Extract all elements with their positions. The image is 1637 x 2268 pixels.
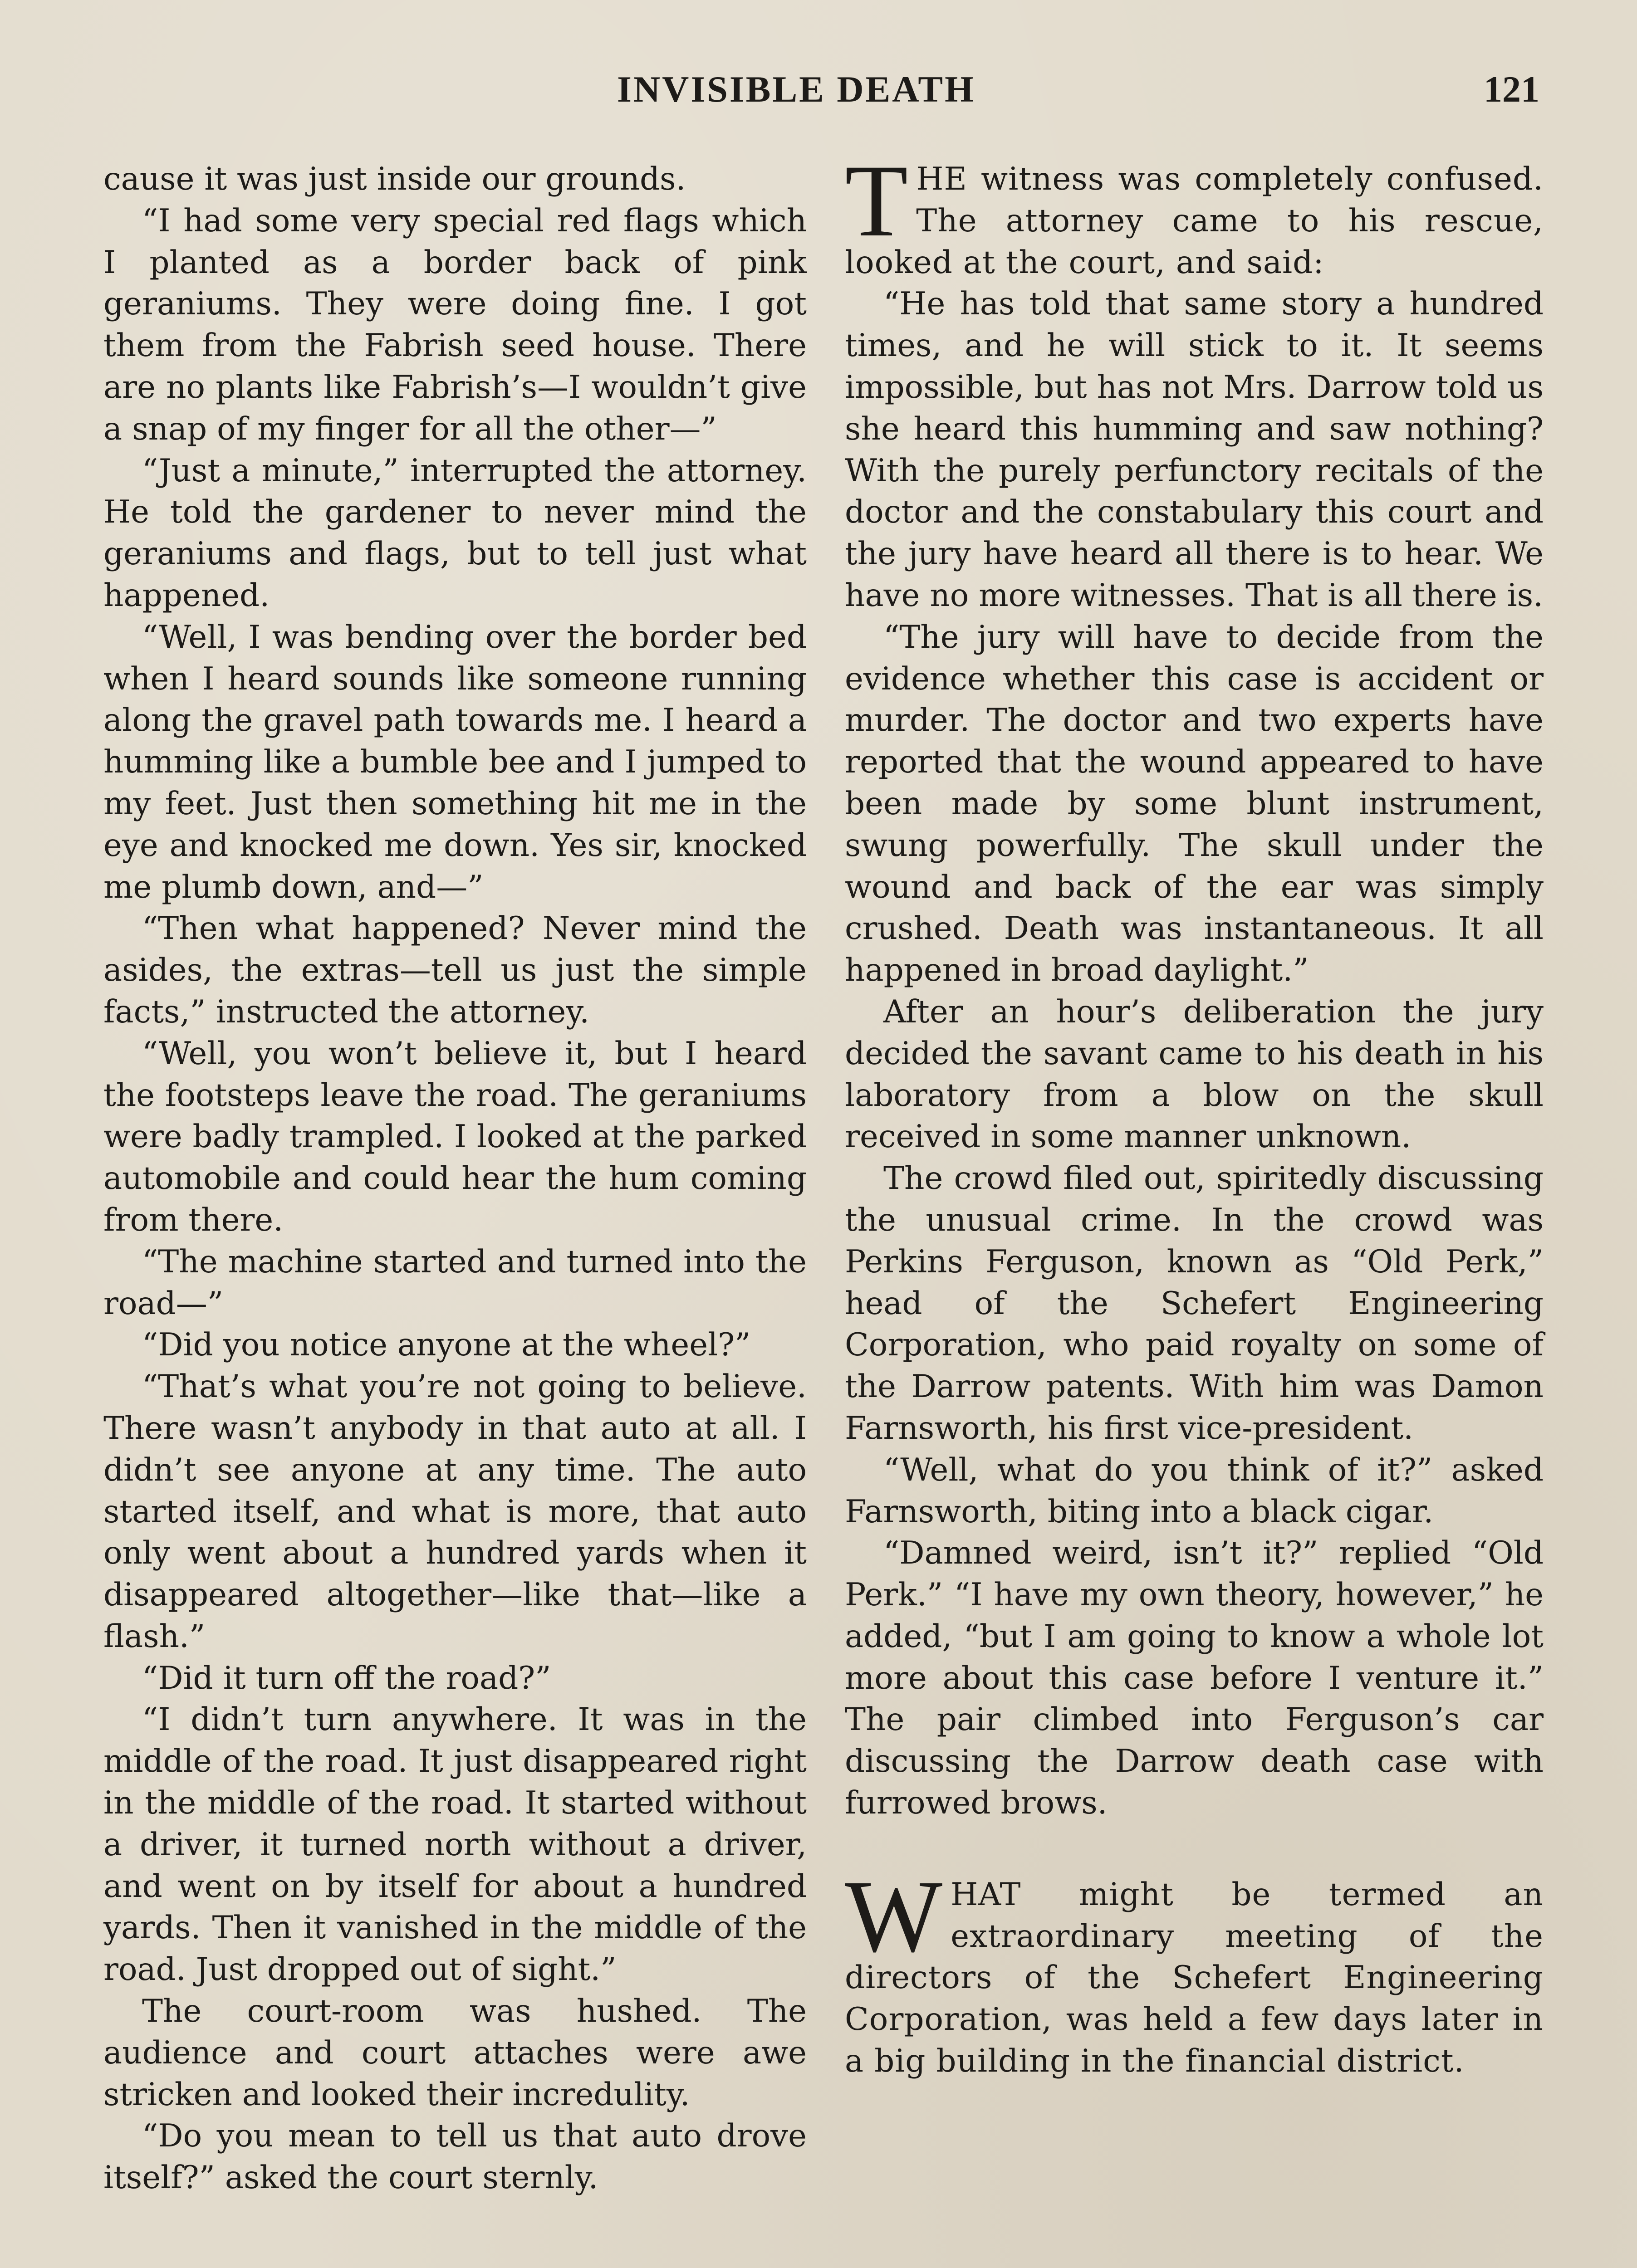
running-header <box>0 68 1637 118</box>
section-opening-paragraph <box>845 144 1544 284</box>
paragraph: cause it was just inside our grounds. <box>103 161 686 197</box>
left-column <box>103 159 807 2199</box>
paragraph: “Damned weird, isn’t it?” replied “Old Perk.” “I have my own theory, however,” he added, “but I am going to know a whole lot more about this case before I venture it.” The pair climbed into Ferguson’s car discussing the Darrow death case with furrowed brows. <box>845 1535 1544 1822</box>
opening-text: HAT might be termed an extraordinary meeting of the directors of the Schefert Engineering Corporation, was held a few days later in a big building in the financial district. <box>845 1876 1544 2080</box>
opening-text: HE witness was completely confused. The attorney came to his rescue, looked at the court, and said: <box>845 161 1544 281</box>
paragraph: “Did you notice anyone at the wheel?” <box>142 1327 751 1364</box>
paragraph: “He has told that same story a hundred times, and he will stick to it. It seems impossible, but has not Mrs. Darrow told us she heard this humming and saw nothing? With the purely perfunctory recitals of the doctor and the constabulary this court and the jury have heard all there is to hear. We have no more witnesses. That is all there is. <box>845 286 1544 614</box>
paragraph: “Then what happened? Never mind the asides, the extras—tell us just the simple facts,” instructed the attorney. <box>103 910 807 1030</box>
paragraph: “Well, you won’t believe it, but I heard the footsteps leave the road. The geraniums were badly trampled. I looked at the parked automobile and could hear the hum coming from there. <box>103 1035 807 1238</box>
paragraph: “Just a minute,” interrupted the attorney. He told the gardener to never mind the geraniums and flags, but to tell just what happened. <box>103 452 807 614</box>
paragraph: “Well, what do you think of it?” asked Farnsworth, biting into a black cigar. <box>845 1452 1544 1530</box>
paragraph: “I had some very special red flags which I planted as a border back of pink geraniums. They were doing fine. I got them from the Fabrish seed house. There are no plants like Fabrish’s—I wouldn’t give a snap of my finger for all the other—” <box>103 202 807 447</box>
paragraph: “I didn’t turn anywhere. It was in the middle of the road. It just disappeared right in the middle of the road. It started without a driver, it turned north without a driver, and went on by itself for about a hundred yards. Then it vanished in the middle of the road. Just dropped out of sight.” <box>103 1701 807 1988</box>
paragraph: “The jury will have to decide from the evidence whether this case is accident or murder. The doctor and two experts have reported that the wound appeared to have been made by some blunt instrument, swung powerfully. The skull under the wound and back of the ear was simply crushed. Death was instantaneous. It all happened in broad daylight.” <box>845 619 1544 989</box>
paragraph: The crowd filed out, spiritedly discussing the unusual crime. In the crowd was Perkins Ferguson, known as “Old Perk,” head of the Schefert Engineering Corporation, who paid royalty on some of the Darrow patents. With him was Damon Farnsworth, his first vice-president. <box>845 1160 1544 1447</box>
paragraph: After an hour’s deliberation the jury decided the savant came to his death in his laboratory from a blow on the skull received in some manner unknown. <box>845 993 1544 1155</box>
paragraph: “The machine started and turned into the road—” <box>103 1243 807 1322</box>
drop-cap-letter: W <box>845 1859 943 1974</box>
drop-cap-letter: T <box>845 144 908 258</box>
paragraph: “That’s what you’re not going to believe. There wasn’t anybody in that auto at all. I didn’t see anyone at any time. The auto started itself, and what is more, that auto only went about a hundred yards when it disappeared altogether—like that—like a flash.” <box>103 1369 807 1655</box>
section-break <box>845 1824 1544 1874</box>
paragraph: “Did it turn off the road?” <box>142 1660 551 1696</box>
page-number: 121 <box>1484 68 1539 110</box>
paragraph: The court-room was hushed. The audience and court attaches were awe stricken and looked their incredulity. <box>103 1993 807 2113</box>
paragraph: “Do you mean to tell us that auto drove itself?” asked the court sternly. <box>103 2118 807 2196</box>
right-column <box>845 144 1544 2082</box>
section-opening-paragraph <box>845 1859 1544 2082</box>
paragraph: “Well, I was bending over the border bed when I heard sounds like someone running along the gravel path towards me. I heard a humming like a bumble bee and I jumped to my feet. Just then something hit me in the eye and knocked me down. Yes sir, knocked me plumb down, and—” <box>103 619 807 905</box>
story-title: INVISIBLE DEATH <box>617 68 975 110</box>
